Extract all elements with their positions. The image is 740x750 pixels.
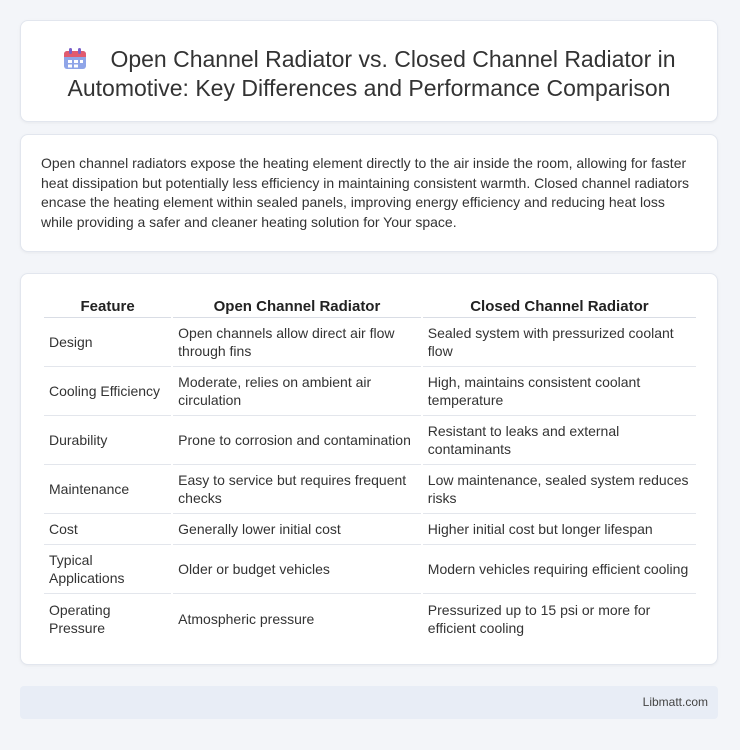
table-row xyxy=(44,594,696,643)
title-card xyxy=(20,20,718,122)
open-channel-cell: Generally lower initial cost xyxy=(173,514,421,545)
page-title xyxy=(21,21,717,103)
feature-cell: Typical Applications xyxy=(44,545,171,594)
open-channel-cell: Moderate, relies on ambient air circulation xyxy=(173,367,421,416)
closed-channel-cell: Low maintenance, sealed system reduces risks xyxy=(423,465,696,514)
table-row xyxy=(44,545,696,594)
table-row xyxy=(44,367,696,416)
closed-channel-cell: Pressurized up to 15 psi or more for efficient cooling xyxy=(427,601,651,636)
table-row xyxy=(44,514,696,545)
intro-card xyxy=(20,134,718,252)
page-title-text: Open Channel Radiator vs. Closed Channel Radiator in Automotive: Key Differences and Performance Comparison xyxy=(67,46,676,101)
table-header-row xyxy=(44,295,696,318)
closed-channel-cell: Resistant to leaks and external contaminants xyxy=(423,416,696,465)
open-channel-cell: Older or budget vehicles xyxy=(173,545,421,594)
closed-channel-cell: Sealed system with pressurized coolant flow xyxy=(423,318,696,367)
feature-cell: Maintenance xyxy=(44,465,171,514)
feature-cell: Operating Pressure xyxy=(49,601,111,636)
feature-cell: Cost xyxy=(44,514,171,545)
table-row xyxy=(44,416,696,465)
table-row xyxy=(44,465,696,514)
footer-brand: Libmatt.com xyxy=(642,695,708,709)
closed-channel-cell: Higher initial cost but longer lifespan xyxy=(423,514,696,545)
feature-cell: Design xyxy=(44,318,171,367)
intro-paragraph: Open channel radiators expose the heating element directly to the air inside the room, allowing for faster heat dissipation but potentially less efficiency in maintaining consistent warmth. Closed channel radiators encase the heating element within sealed panels, improving energy efficiency and reducing heat loss while providing a safer and cleaner heating solution for Your space. xyxy=(41,155,689,230)
closed-channel-cell: Modern vehicles requiring efficient cooling xyxy=(423,545,696,594)
table-row xyxy=(44,318,696,367)
feature-cell: Cooling Efficiency xyxy=(44,367,171,416)
open-channel-cell: Atmospheric pressure xyxy=(178,610,315,627)
open-channel-cell: Open channels allow direct air flow through fins xyxy=(173,318,421,367)
comparison-card xyxy=(20,273,718,665)
header-closed-channel: Closed Channel Radiator xyxy=(423,295,696,318)
header-feature: Feature xyxy=(44,295,171,318)
closed-channel-cell: High, maintains consistent coolant temperature xyxy=(423,367,696,416)
comparison-table xyxy=(42,295,698,643)
open-channel-cell: Easy to service but requires frequent checks xyxy=(173,465,421,514)
calendar-icon xyxy=(62,47,88,71)
footer-bar xyxy=(20,686,718,719)
open-channel-cell: Prone to corrosion and contamination xyxy=(173,416,421,465)
header-open-channel: Open Channel Radiator xyxy=(173,295,421,318)
feature-cell: Durability xyxy=(44,416,171,465)
